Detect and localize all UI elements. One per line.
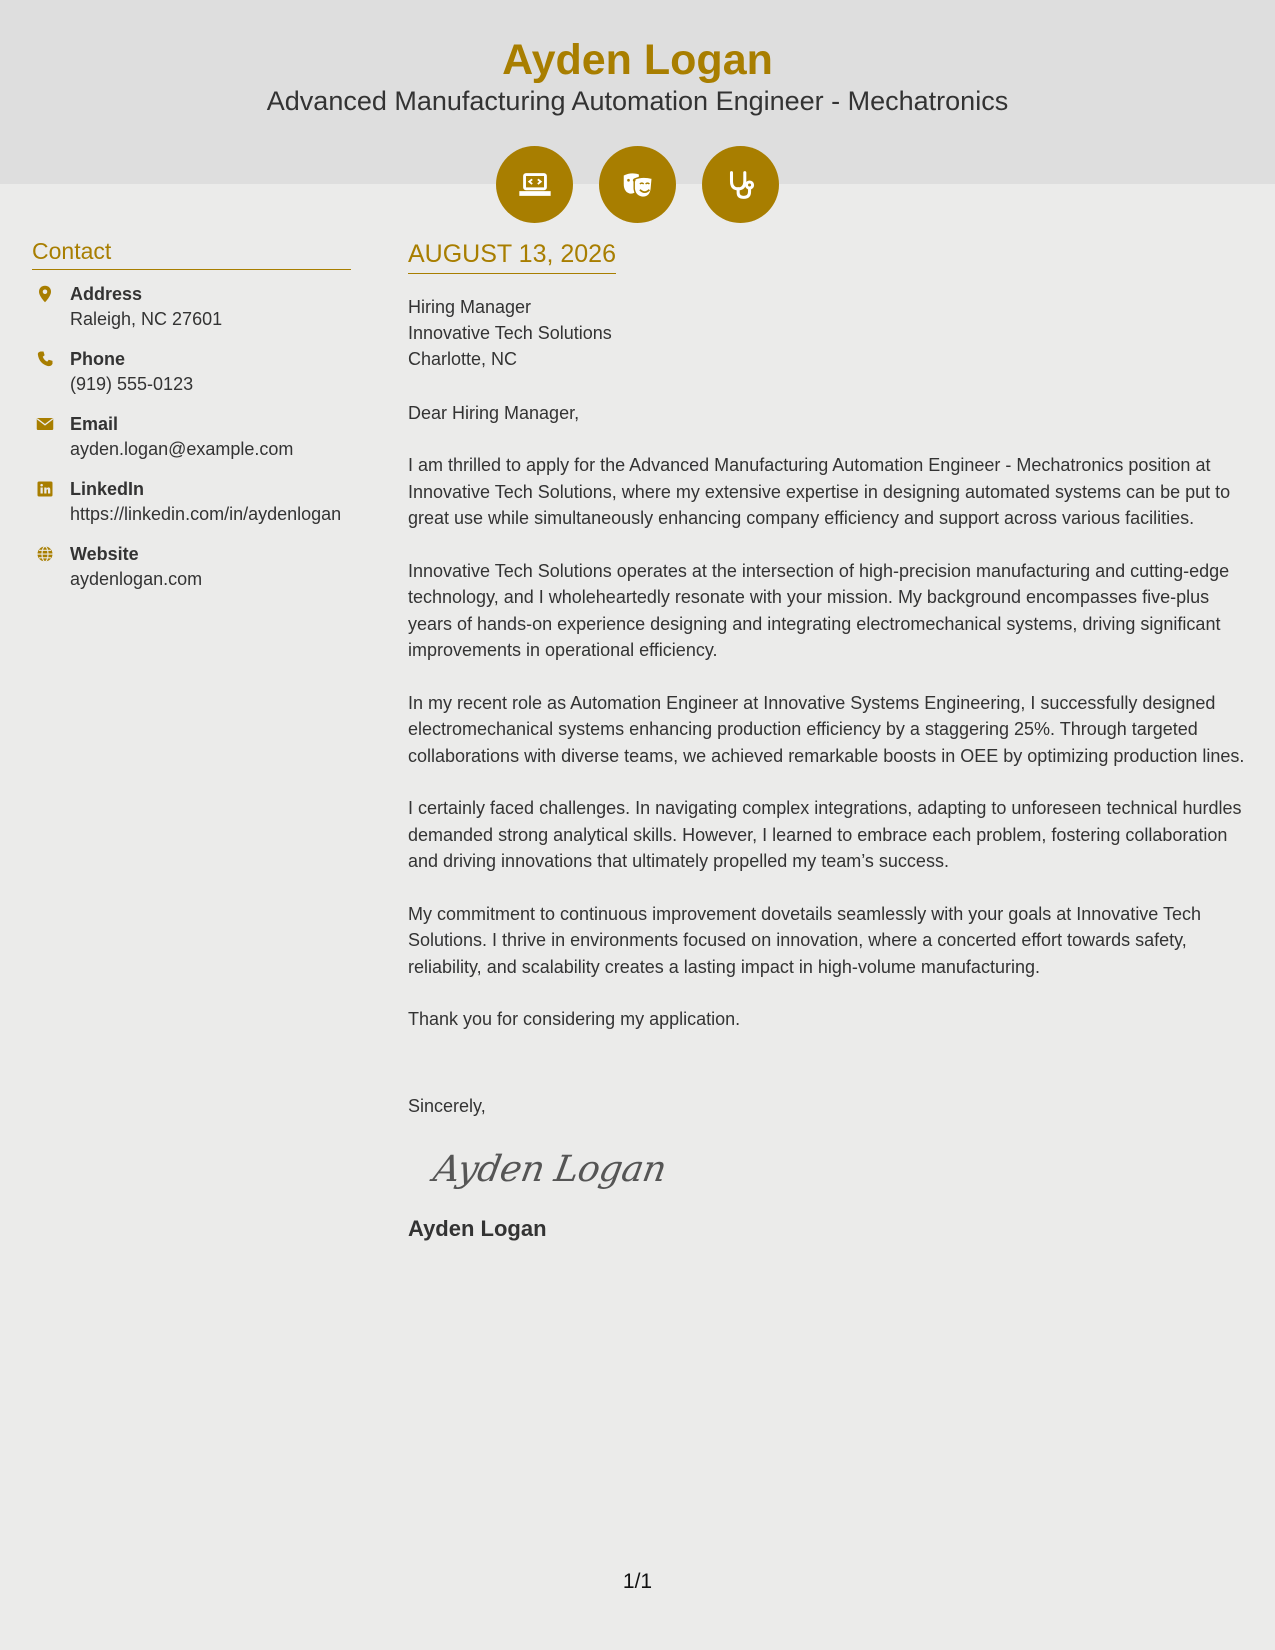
recipient-block [408, 294, 1248, 372]
recipient-line: Innovative Tech Solutions [408, 323, 612, 343]
body-paragraph: Thank you for considering my application. [408, 1009, 741, 1029]
theater-masks-icon [599, 146, 676, 223]
contact-label: Email [70, 414, 119, 434]
contact-email [32, 412, 351, 462]
contact-value: Raleigh, NC 27601 [70, 309, 223, 329]
contact-sidebar [32, 238, 351, 607]
contact-label: Address [70, 284, 143, 304]
job-title: Advanced Manufacturing Automation Engineer - Mechatronics [266, 86, 1009, 116]
contact-address [32, 282, 351, 332]
closing: Sincerely, [408, 1095, 486, 1116]
contact-linkedin [32, 477, 351, 527]
letter-body [408, 240, 1248, 1242]
recipient-line: Hiring Manager [408, 297, 532, 317]
contact-label: LinkedIn [70, 479, 145, 499]
handwritten-signature: Ayden Logan [430, 1148, 670, 1190]
globe-icon [32, 542, 70, 592]
contact-label: Phone [70, 349, 126, 369]
contact-value[interactable]: ayden.logan@example.com [70, 439, 294, 459]
recipient-line: Charlotte, NC [408, 349, 518, 369]
contact-label: Website [70, 544, 139, 564]
body-paragraph: Innovative Tech Solutions operates at the intersection of high-precision manufacturing and cutting-edge technology, and I wholeheartedly resonate with your mission. My background encompasses five-plus years of hands-on experience designing and integrating electromechanical systems, driving significant improvements in operational efficiency. [408, 560, 1230, 660]
body-paragraph: In my recent role as Automation Engineer at Innovative Systems Engineering, I successfully designed electromechanical systems enhancing production efficiency by a staggering 25%. Through targeted collaborations with diverse teams, we achieved remarkable boosts in OEE by optimizing production lines. [408, 692, 1245, 766]
body-paragraph: I am thrilled to apply for the Advanced Manufacturing Automation Engineer - Mechatronics position at Innovative Tech Solutions, where my extensive expertise in designing automated systems can be put to great use while simultaneously enhancing company efficiency and support across various facilities. [408, 455, 1231, 528]
contact-heading: Contact [32, 238, 351, 270]
stethoscope-icon [702, 146, 779, 223]
map-marker-icon [32, 282, 70, 332]
linkedin-icon [32, 477, 70, 527]
contact-value: (919) 555-0123 [70, 374, 194, 394]
body-paragraph: I certainly faced challenges. In navigating complex integrations, adapting to unforeseen technical hurdles demanded strong analytical skills. However, I learned to embrace each problem, fostering collaboration and driving innovations that ultimately propelled my team’s success. [408, 798, 1242, 871]
contact-value[interactable]: https://linkedin.com/in/aydenlogan [70, 504, 342, 524]
letter-date: AUGUST 13, 2026 [408, 240, 616, 274]
body-paragraph: My commitment to continuous improvement dovetails seamlessly with your goals at Innovative Tech Solutions. I thrive in environments focused on innovation, where a concerted effort towards safety, reliability, and scalability creates a lasting impact in high-volume manufacturing. [408, 903, 1202, 977]
contact-website [32, 542, 351, 592]
contact-phone [32, 347, 351, 397]
applicant-name: Ayden Logan [502, 36, 773, 84]
page-number: 1/1 [622, 1570, 653, 1593]
laptop-code-icon [496, 146, 573, 223]
phone-icon [32, 347, 70, 397]
interest-icons [496, 146, 779, 223]
salutation: Dear Hiring Manager, [408, 403, 580, 423]
contact-value[interactable]: aydenlogan.com [70, 569, 203, 589]
signed-name: Ayden Logan [408, 1215, 547, 1241]
envelope-icon [32, 412, 70, 462]
